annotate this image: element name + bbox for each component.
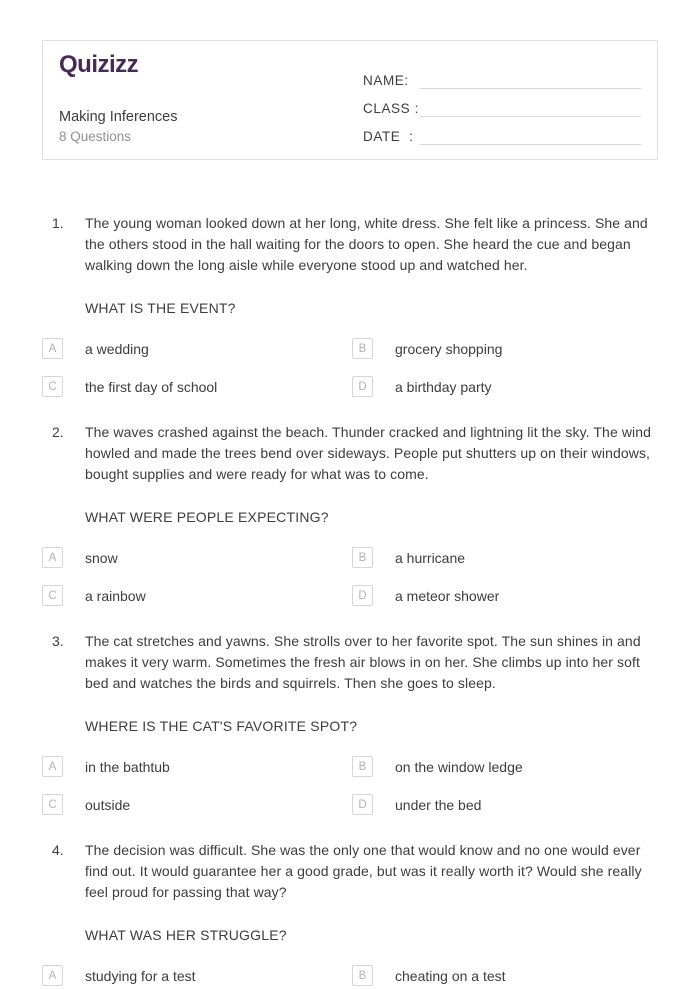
- option-label: on the window ledge: [395, 758, 523, 775]
- option-label: a hurricane: [395, 549, 466, 566]
- question-row: [42, 840, 658, 903]
- question-passage: The waves crashed against the beach. Thunder cracked and lightning lit the sky. The wind howled and made the trees bend over sideways. People put shutters up on their windows, bought supplies and were ready for what was to come.: [85, 424, 652, 482]
- class-field-label: CLASS :: [363, 101, 419, 116]
- question-block: [42, 840, 658, 986]
- question-number: 1.: [52, 215, 64, 231]
- option-letter-box: D: [352, 585, 373, 606]
- question-row: [42, 213, 658, 276]
- class-field-row: [363, 89, 641, 117]
- class-blank-line: [420, 99, 641, 117]
- option-label: the first day of school: [85, 378, 218, 395]
- option-letter-box: A: [42, 965, 63, 986]
- option-letter-box: C: [42, 376, 63, 397]
- option-letter-box: A: [42, 547, 63, 568]
- name-blank-line: [420, 71, 641, 89]
- option-letter-box: B: [352, 965, 373, 986]
- name-field-label: NAME:: [363, 73, 409, 88]
- question-passage: The cat stretches and yawns. She strolls over to her favorite spot. The sun shines in and makes it very warm. Sometimes the fresh air blows in on her. She climbs up into her soft bed and watches the birds and squirrels. Then she goes to sleep.: [85, 633, 641, 691]
- answer-option: [42, 376, 352, 397]
- option-letter-box: B: [352, 547, 373, 568]
- question-prompt: WHAT IS THE EVENT?: [85, 300, 236, 316]
- option-label: outside: [85, 796, 131, 813]
- option-letter-box: B: [352, 338, 373, 359]
- answer-option: [352, 965, 658, 986]
- answer-option: [352, 585, 658, 606]
- option-letter-box: B: [352, 756, 373, 777]
- options-grid: [42, 756, 658, 815]
- answer-option: [352, 756, 658, 777]
- option-label: a rainbow: [85, 587, 146, 604]
- answer-option: [352, 376, 658, 397]
- question-row: [42, 631, 658, 694]
- header-left: [59, 53, 177, 145]
- question-prompt: WHAT WERE PEOPLE EXPECTING?: [85, 509, 329, 525]
- options-grid: [42, 965, 658, 986]
- answer-option: [42, 547, 352, 568]
- question-prompt: WHERE IS THE CAT'S FAVORITE SPOT?: [85, 718, 358, 734]
- date-field-row: [363, 117, 641, 145]
- option-letter-box: A: [42, 756, 63, 777]
- question-passage: The young woman looked down at her long, white dress. She felt like a princess. She and the others stood in the hall waiting for the doors to open. She heard the cue and began walking down the long aisle while everyone stood up and watched her.: [85, 215, 648, 273]
- name-field-row: [363, 61, 641, 89]
- header-card: [42, 40, 658, 160]
- title-block: [59, 108, 177, 145]
- option-label: a wedding: [85, 340, 149, 357]
- question-prompt: WHAT WAS HER STRUGGLE?: [85, 927, 287, 943]
- answer-option: [352, 338, 658, 359]
- question-block: [42, 213, 658, 397]
- answer-option: [42, 585, 352, 606]
- option-label: a meteor shower: [395, 587, 500, 604]
- options-grid: [42, 547, 658, 606]
- option-letter-box: C: [42, 794, 63, 815]
- question-number: 2.: [52, 424, 64, 440]
- option-label: cheating on a test: [395, 967, 506, 984]
- answer-option: [352, 794, 658, 815]
- answer-option: [42, 756, 352, 777]
- answer-option: [42, 965, 352, 986]
- option-letter-box: D: [352, 376, 373, 397]
- question-number: 4.: [52, 842, 64, 858]
- question-row: [42, 422, 658, 485]
- option-label: a birthday party: [395, 378, 492, 395]
- option-label: in the bathtub: [85, 758, 170, 775]
- option-label: grocery shopping: [395, 340, 503, 357]
- option-letter-box: A: [42, 338, 63, 359]
- option-label: studying for a test: [85, 967, 196, 984]
- option-letter-box: D: [352, 794, 373, 815]
- date-blank-line: [420, 127, 641, 145]
- worksheet-title: Making Inferences: [59, 109, 178, 125]
- option-label: snow: [85, 549, 118, 566]
- date-field-label: DATE :: [363, 129, 414, 144]
- quizizz-logo: Quizizz: [59, 51, 139, 78]
- options-grid: [42, 338, 658, 397]
- question-number: 3.: [52, 633, 64, 649]
- question-passage: The decision was difficult. She was the only one that would know and no one would ever find out. It would guarantee her a good grade, but was it really worth it? Would she really feel proud for passing that way?: [85, 842, 642, 900]
- question-block: [42, 631, 658, 815]
- option-letter-box: C: [42, 585, 63, 606]
- header-fields: [363, 53, 641, 145]
- question-count: 8 Questions: [59, 129, 132, 144]
- answer-option: [42, 338, 352, 359]
- answer-option: [42, 794, 352, 815]
- question-block: [42, 422, 658, 606]
- questions-list: [42, 213, 658, 986]
- answer-option: [352, 547, 658, 568]
- option-label: under the bed: [395, 796, 482, 813]
